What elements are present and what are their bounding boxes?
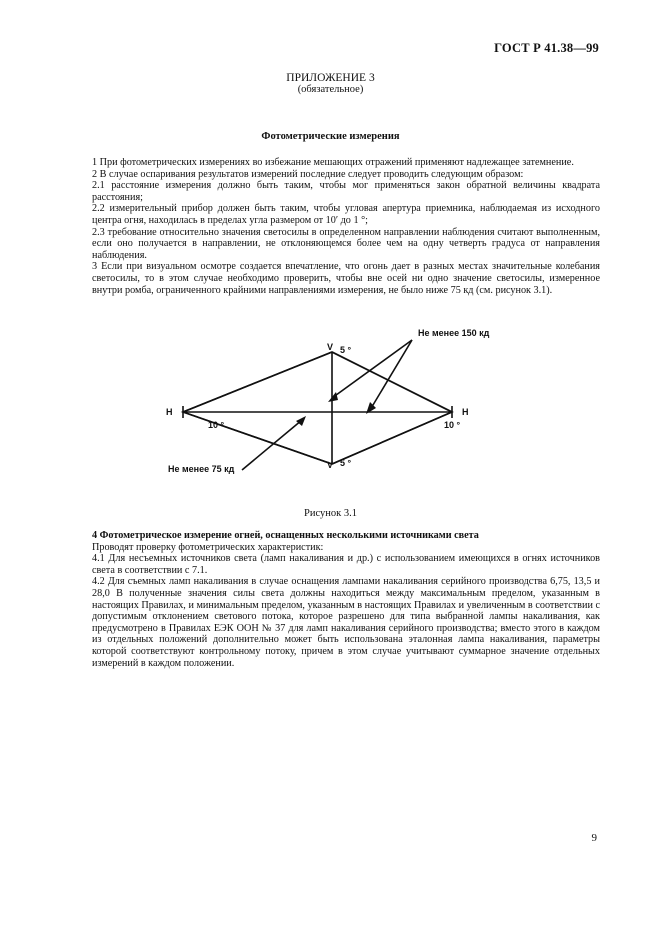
v-label-bottom: V <box>327 460 334 470</box>
diagonal-line-upper-left <box>183 352 332 412</box>
section-title: Фотометрические измерения <box>261 131 400 142</box>
appendix-title: ПРИЛОЖЕНИЕ 3 <box>286 72 375 84</box>
diagonal-line-lower-right <box>332 412 452 464</box>
paragraph-3: 3 Если при визуальном осмотре создается впечатление, что огонь дает в разных местах значительные колебания светосилы, то в этом случае необходимо проверить, чтобы вне осей ни одно значение светосилы, измеренное внутри ромба, ограниченного крайними направлениями измерения, не было ниже 75 кд (см. рисунок 3.1). <box>92 261 600 296</box>
paragraph-2-1: 2.1 расстояние измерения должно быть таким, чтобы мог применяться закон обратной величины квадрата расстояния; <box>92 180 600 203</box>
pointer-line-75 <box>242 420 302 470</box>
text-block-section-4 <box>92 530 600 669</box>
figure-caption: Рисунок 3.1 <box>304 508 357 519</box>
label-min-150: Не менее 150 кд <box>418 328 490 338</box>
paragraph-2-2: 2.2 измерительный прибор должен быть таким, чтобы угловая апертура приемника, наблюдаемая из исходного центра огня, находилась в пределах угла размером от 10′ до 1 °; <box>92 203 600 226</box>
h-label-right: H <box>462 407 469 417</box>
diagonal-line-upper-right <box>332 352 452 412</box>
paragraph-2: 2 В случае оспаривания результатов измерений последние следует проводить следующим образом: <box>92 168 524 180</box>
appendix-subtitle: (обязательное) <box>297 84 364 95</box>
measurement-rhombus <box>183 352 452 464</box>
angle-label-top: 5 ° <box>340 345 352 355</box>
page-number: 9 <box>591 832 597 844</box>
angle-label-right: 10 ° <box>444 420 461 430</box>
section-4-intro: Проводят проверку фотометрических характеристик: <box>92 541 324 553</box>
paragraph-4-1: 4.1 Для несъемных источников света (ламп накаливания и др.) с использованием имеющихся в огнях источников света в соответствии с 7.1. <box>92 553 600 576</box>
angle-label-bottom: 5 ° <box>340 458 352 468</box>
paragraph-2-3: 2.3 требование относительно значения светосилы в определенном направлении наблюдения считают выполненным, если оно получается в направлении, не отклоняющемся более чем на одну четверть градуса от направления наблюдения. <box>92 226 600 261</box>
h-label-left: H <box>166 407 173 417</box>
label-min-75: Не менее 75 кд <box>168 464 235 474</box>
angle-label-left: 10 ° <box>208 420 225 430</box>
paragraph-1: 1 При фотометрических измерениях во избежание мешающих отражений применяют надлежащее затемнение. <box>92 157 574 168</box>
document-header: ГОСТ Р 41.38—99 <box>494 41 599 55</box>
figure-3-1-diagram <box>150 320 530 490</box>
v-label-top: V <box>327 342 334 352</box>
text-block-top <box>92 157 600 296</box>
section-4-title: 4 Фотометрическое измерение огней, оснащенных несколькими источниками света <box>92 530 479 541</box>
arrow-head-150-a <box>328 392 338 402</box>
paragraph-4-2: 4.2 Для съемных ламп накаливания в случае оснащения лампами накаливания серийного производства 6,75, 13,5 и 28,0 В полученные значения силы света должны находиться между максимальным пределом, указанным в настоящих Правилах, и минимальным пределом, указанным в настоящих Правилах и увеличенным в соответствии с допустимым отклонением светового потока, которое разрешено для типа выбранной лампы накаливания, как предусмотрено в Правилах ЕЭК ООН № 37 для ламп накаливания серийного производства; вместо этого в каждом из отдельных положений дополнительно может быть использована эталонная лампа накаливания, параметры которой соответствуют контрольному потоку, причем в этом случае учитывают суммарное значение отдельных измерений в каждом положении. <box>92 576 600 669</box>
